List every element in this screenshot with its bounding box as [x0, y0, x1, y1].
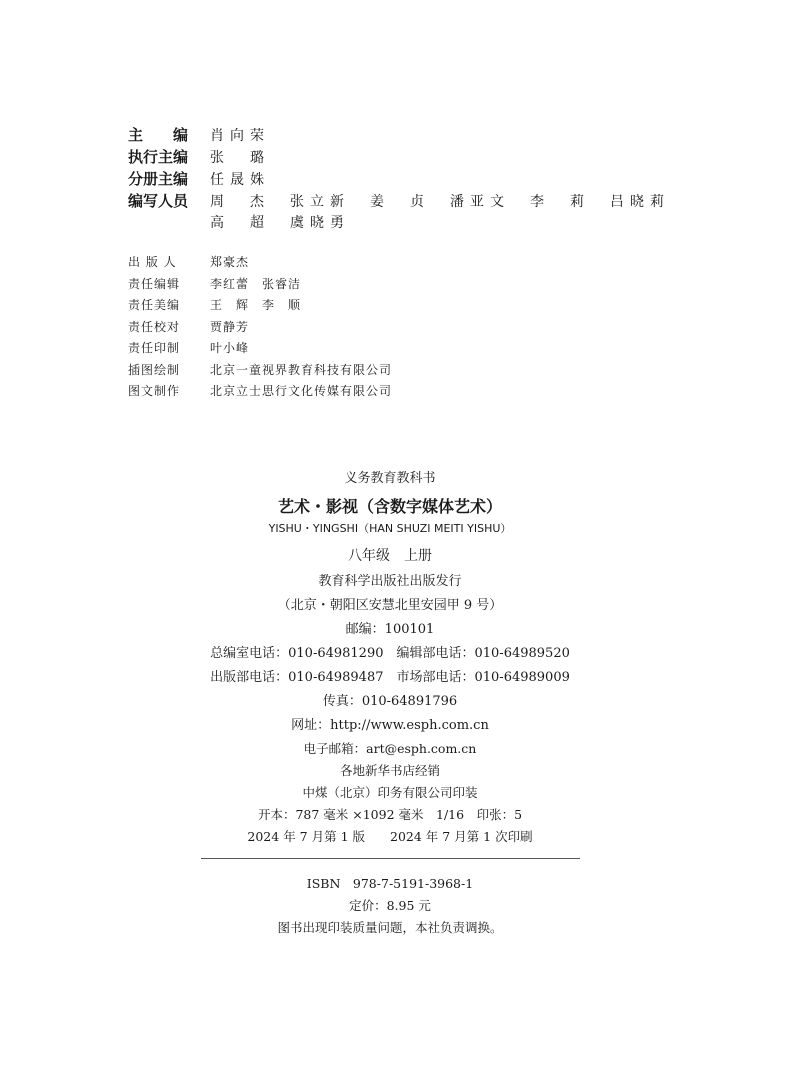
credit-names-continued: 高 超 虞晓勇 [210, 215, 350, 231]
staff-role: 出 版 人 [128, 255, 177, 269]
credit-role: 主 编 [128, 126, 189, 144]
imprint-block [0, 466, 780, 848]
staff-row [128, 338, 392, 360]
divider [201, 858, 580, 859]
credit-names: 肖向荣 [210, 128, 270, 144]
edition-info: 2024 年 7 月第 1 版 2024 年 7 月第 1 次印刷 [247, 829, 533, 844]
isbn-block [0, 873, 780, 939]
staff-role: 图文制作 [128, 384, 181, 398]
fax-number: 传真：010-64891796 [322, 694, 458, 709]
staff-row [128, 252, 392, 274]
isbn: ISBN 978-7-5191-3968-1 [306, 876, 474, 891]
credit-names: 周 杰 张立新 姜 贞 潘亚文 李 莉 吕晓莉 [210, 194, 670, 210]
book-title-pinyin: YISHU・YINGSHI（HAN SHUZI MEITI YISHU） [268, 522, 512, 535]
staff-names: 叶小峰 [210, 341, 250, 355]
credit-role: 分册主编 [128, 170, 189, 188]
series-name: 义务教育教科书 [344, 471, 436, 486]
staff-row [128, 274, 392, 296]
email: 电子邮箱：art@esph.com.cn [303, 741, 477, 756]
staff-row [128, 295, 392, 317]
staff-role: 责任印制 [128, 341, 181, 355]
staff-role: 责任美编 [128, 298, 181, 312]
credit-role: 编写人员 [128, 192, 189, 210]
staff-role: 责任编辑 [128, 276, 181, 291]
staff-row [128, 317, 392, 339]
distributor: 各地新华书店经销 [339, 763, 440, 778]
staff-row [128, 360, 392, 382]
website: 网址：http://www.esph.com.cn [291, 718, 489, 733]
publisher-address: （北京・朝阳区安慧北里安园甲 9 号） [277, 598, 503, 613]
credit-row-writers [128, 190, 670, 212]
postcode: 邮编：100101 [345, 622, 435, 637]
staff-role: 责任校对 [128, 319, 181, 334]
publisher: 教育科学出版社出版发行 [318, 574, 462, 589]
staff-names: 王 辉 李 顺 [210, 298, 302, 312]
credit-row-chief-editor [128, 124, 670, 146]
book-title: 艺术・影视（含数字媒体艺术） [277, 497, 502, 516]
phone-numbers-1: 总编室电话：010-64981290 编辑部电话：010-64989520 [210, 646, 570, 661]
staff-role: 插图绘制 [128, 362, 181, 377]
credit-role: 执行主编 [128, 148, 189, 166]
phone-numbers-2: 出版部电话：010-64989487 市场部电话：010-64989009 [210, 670, 570, 685]
printer: 中煤（北京）印务有限公司印装 [302, 785, 478, 800]
credit-row-volume-editor [128, 168, 670, 190]
grade-volume: 八年级 上册 [348, 548, 432, 564]
credits-list [128, 124, 670, 234]
staff-names: 北京一童视界教育科技有限公司 [210, 362, 393, 377]
credit-names: 张 璐 [210, 150, 270, 166]
staff-row [128, 381, 392, 403]
staff-names: 北京立士思行文化传媒有限公司 [210, 384, 393, 398]
credit-names: 任晟姝 [210, 172, 270, 188]
staff-names: 李红蕾 张睿洁 [210, 276, 302, 291]
quality-notice: 图书出现印装质量问题，本社负责调换。 [277, 920, 503, 935]
book-format: 开本：787 毫米 ×1092 毫米 1/16 印张：5 [257, 807, 523, 822]
price: 定价：8.95 元 [349, 898, 431, 913]
staff-list [128, 252, 392, 403]
staff-names: 贾静芳 [210, 319, 250, 334]
credit-row-executive-editor [128, 146, 670, 168]
staff-names: 郑豪杰 [210, 255, 250, 269]
